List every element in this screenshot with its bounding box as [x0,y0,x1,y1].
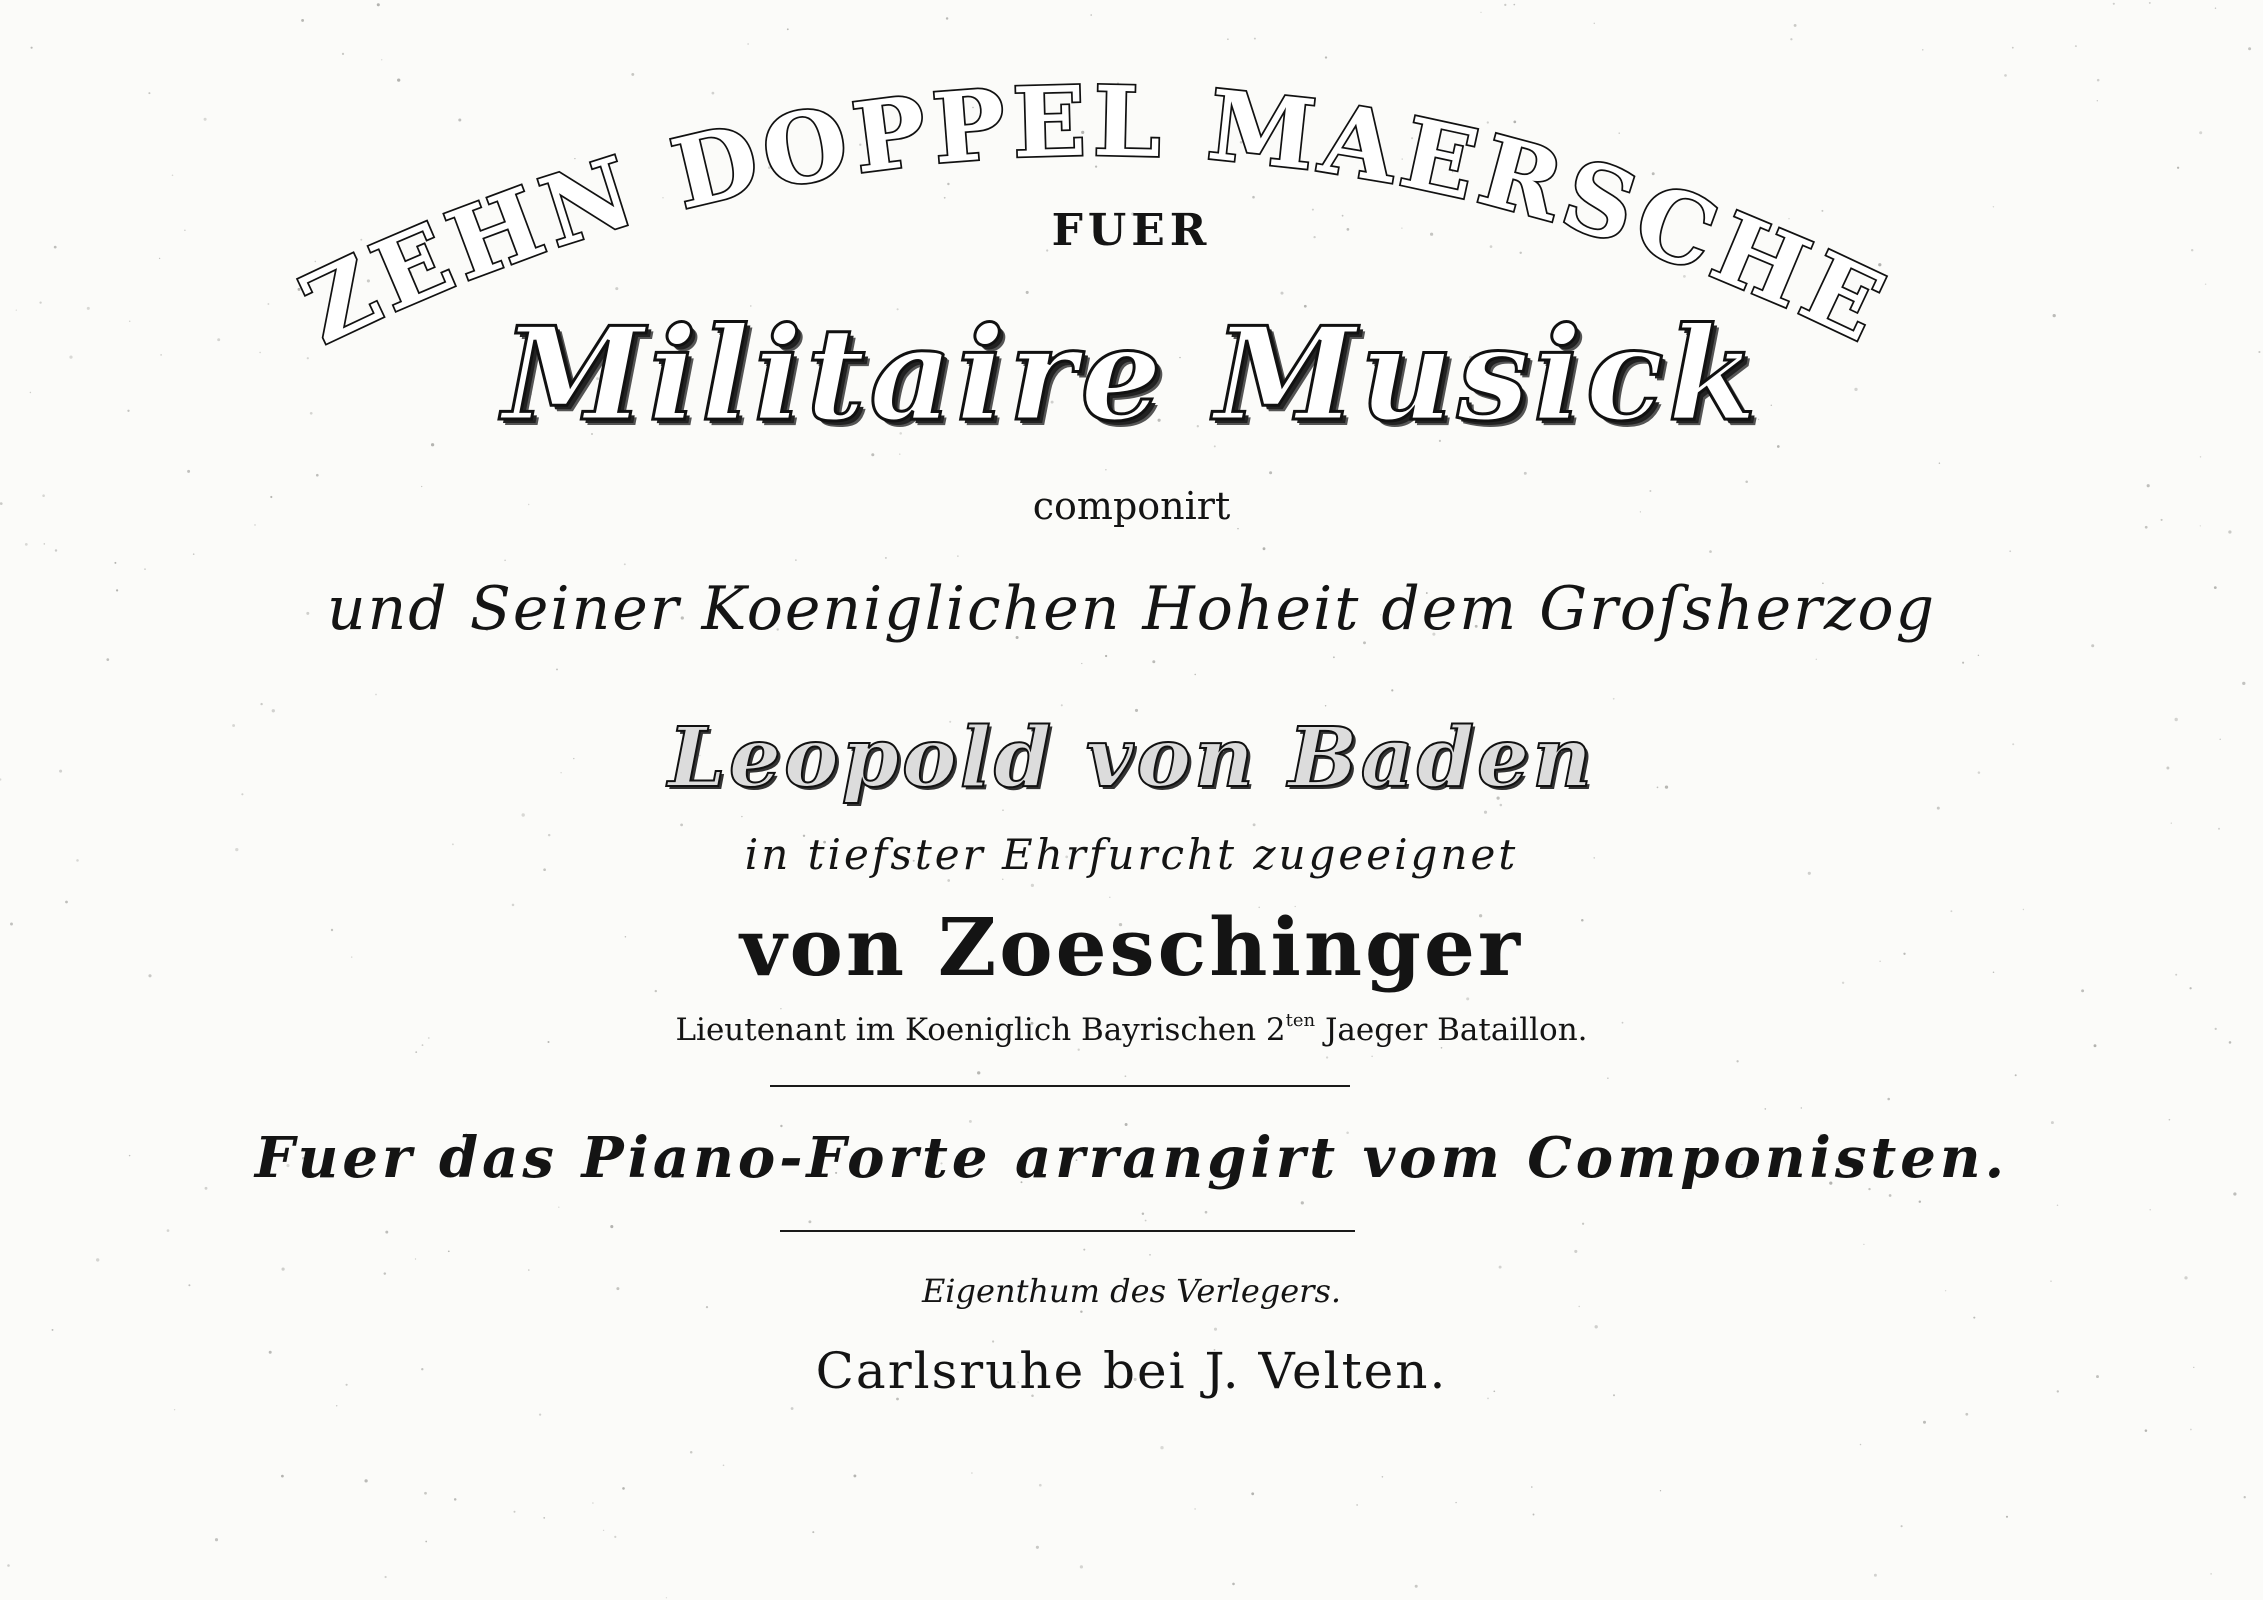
fuer-label: FUER [1051,205,1212,256]
paper-speck [1937,807,1940,810]
paper-speck [1269,471,1272,474]
paper-speck [1607,1078,1608,1079]
paper-speck [193,553,195,555]
composer-name: von Zoeschinger [740,900,1523,994]
paper-speck [55,549,57,551]
paper-speck [1939,462,1940,463]
paper-speck [1965,1413,1968,1416]
paper-speck [1524,472,1527,475]
paper-speck [971,1472,973,1474]
paper-speck [1415,1585,1418,1588]
paper-speck [1078,1049,1080,1051]
paper-speck [1149,1254,1150,1255]
paper-speck [680,824,683,827]
paper-speck [624,563,626,565]
paper-speck [723,1464,725,1466]
paper-speck [336,1405,337,1406]
paper-speck [2242,682,2245,685]
paper-speck [1962,662,1964,664]
paper-speck [1889,1194,1892,1197]
paper-speck [2169,1119,2171,1121]
dedication-line: und Seiner Koeniglichen Hoheit dem Groſsherzog [327,574,1936,644]
paper-speck [885,557,887,559]
paper-speck [808,1220,811,1223]
paper-speck [1356,1504,1357,1505]
ehrfurcht-line: in tiefster Ehrfurcht zugeeignet [744,830,1519,879]
paper-speck [1214,1328,1217,1331]
paper-speck [1205,1211,1208,1214]
paper-speck [522,813,525,816]
paper-speck [1083,1249,1085,1251]
paper-speck [957,555,958,556]
paper-speck [2091,644,2094,647]
paper-speck [791,1407,794,1410]
dedicatee-name: Leopold von Baden [668,710,1595,806]
paper-speck [2015,1074,2017,1076]
paper-speck [1232,1583,1235,1586]
paper-speck [741,816,742,817]
paper-speck [1816,659,1817,660]
arrangement-line: Fuer das Piano-Forte arrangirt vom Componisten. [254,1125,2009,1191]
paper-speck [1251,1492,1254,1495]
paper-speck [2200,456,2201,457]
paper-speck [1125,1075,1127,1077]
paper-speck [614,1536,616,1538]
paper-speck [316,474,319,477]
paper-speck [1709,550,1712,553]
paper-speck [1194,1508,1195,1509]
paper-speck [899,454,900,455]
paper-speck [2009,550,2011,552]
rank-text-start: Lieutenant im Koeniglich Bayrischen 2 [675,1012,1286,1048]
paper-speck [1574,1250,1577,1253]
paper-speck [539,1413,541,1415]
paper-speck [1061,704,1063,706]
paper-speck [44,543,46,545]
paper-speck [1002,810,1003,811]
paper-speck [424,1492,427,1495]
paper-speck [1533,1514,1535,1516]
paper-speck [260,703,262,705]
paper-speck [1080,1310,1082,1312]
paper-speck [215,1538,218,1541]
paper-speck [969,1120,972,1123]
composer-rank [0,1010,2263,1048]
paper-speck [1031,884,1034,887]
paper-speck [795,559,796,560]
paper-speck [528,1269,530,1271]
paper-speck [1499,1266,1502,1269]
paper-speck [2171,822,2172,823]
paper-speck [385,1576,387,1578]
paper-speck [1081,663,1082,664]
paper-speck [1326,1056,1328,1058]
paper-speck [1863,1244,1864,1245]
paper-speck [1745,480,1748,483]
paper-speck [2244,1496,2246,1498]
paper-speck [871,453,874,456]
paper-speck [281,1475,284,1478]
paper-speck [1764,1108,1766,1110]
rank-superscript: ten [1285,1010,1316,1031]
paper-speck [1333,656,1335,658]
paper-speck [187,470,190,473]
paper-speck [1253,823,1256,826]
genre-title: Militaire Musick [502,300,1761,450]
paper-speck [1860,1444,1862,1446]
paper-speck [558,1206,559,1207]
paper-speck [2190,1429,2192,1431]
paper-speck [1874,1574,1877,1577]
paper-speck [1109,897,1110,898]
paper-speck [556,668,558,670]
paper-speck [1455,1502,1456,1503]
paper-speck [1660,1490,1661,1491]
paper-speck [1080,1565,1083,1568]
paper-speck [1382,1476,1384,1478]
paper-speck [977,1071,980,1074]
paper-speck [448,1250,450,1252]
paper-speck [1978,655,1979,656]
paper-speck [1145,1220,1147,1222]
paper-speck [1142,1212,1144,1214]
paper-speck [1325,705,1326,706]
publisher-line: Carlsruhe bei J. Velten. [815,1342,1448,1400]
paper-speck [425,1541,427,1543]
paper-speck [1263,547,1266,550]
paper-speck [1039,1484,1042,1487]
paper-speck [1801,1107,1802,1108]
paper-speck [385,1231,388,1234]
paper-speck [690,1451,693,1454]
paper-speck [174,1409,175,1410]
paper-speck [1973,1317,1975,1319]
paper-speck [610,1225,613,1228]
paper-speck [1391,689,1393,691]
paper-speck [2006,1516,2008,1518]
paper-speck [812,1531,814,1533]
paper-speck [1036,1546,1039,1549]
componirt-label: componirt [1032,484,1231,528]
paper-speck [25,543,28,546]
paper-speck [1484,811,1487,814]
paper-speck [1371,1056,1372,1057]
paper-speck [415,1051,417,1053]
paper-speck [96,1258,99,1261]
paper-speck [114,562,116,564]
paper-speck [2228,530,2231,533]
paper-speck [144,568,146,570]
paper-speck [2057,1204,2059,1206]
paper-speck [375,694,377,696]
paper-speck [2149,1209,2150,1210]
paper-speck [603,1530,604,1531]
rights-notice: Eigenthum des Verlegers. [921,1272,1342,1310]
paper-speck [2145,1429,2148,1432]
paper-speck [1736,1060,1738,1062]
paper-speck [2233,1192,2236,1195]
paper-speck [514,1511,516,1513]
paper-speck [1919,1200,1921,1202]
paper-speck [52,1329,54,1331]
paper-speck [7,1564,10,1567]
paper-speck [415,1258,416,1259]
paper-speck [1105,655,1107,657]
paper-speck [2210,1573,2212,1575]
title-arc-text: ZEHN DOPPEL MAERSCHE [284,64,1906,366]
paper-speck [1582,1223,1584,1225]
paper-speck [622,1487,625,1490]
paper-speck [364,1479,367,1482]
paper-speck [1237,528,1239,530]
divider-rule-top [770,1085,1350,1087]
rank-text-end: Jaeger Bataillon. [1315,1012,1588,1048]
paper-speck [1466,997,1469,1000]
paper-speck [1613,698,1615,700]
paper-speck [1595,1325,1598,1328]
paper-speck [592,1502,594,1504]
paper-speck [543,1517,545,1519]
paper-speck [167,1229,170,1232]
paper-speck [1887,1098,1890,1101]
paper-speck [282,1268,285,1271]
paper-speck [1105,469,1106,470]
paper-speck [666,1597,667,1598]
paper-speck [454,1498,457,1501]
paper-speck [1194,674,1195,675]
paper-speck [2051,1121,2054,1124]
paper-speck [504,559,506,561]
paper-speck [1301,1201,1304,1204]
divider-rule-bottom [780,1230,1355,1232]
paper-speck [947,879,950,882]
paper-speck [1160,1446,1163,1449]
paper-speck [1923,1421,1926,1424]
paper-speck [1901,1525,1903,1527]
paper-speck [106,658,109,661]
paper-speck [1152,660,1155,663]
paper-speck [1531,1486,1533,1488]
paper-speck [853,1474,856,1477]
